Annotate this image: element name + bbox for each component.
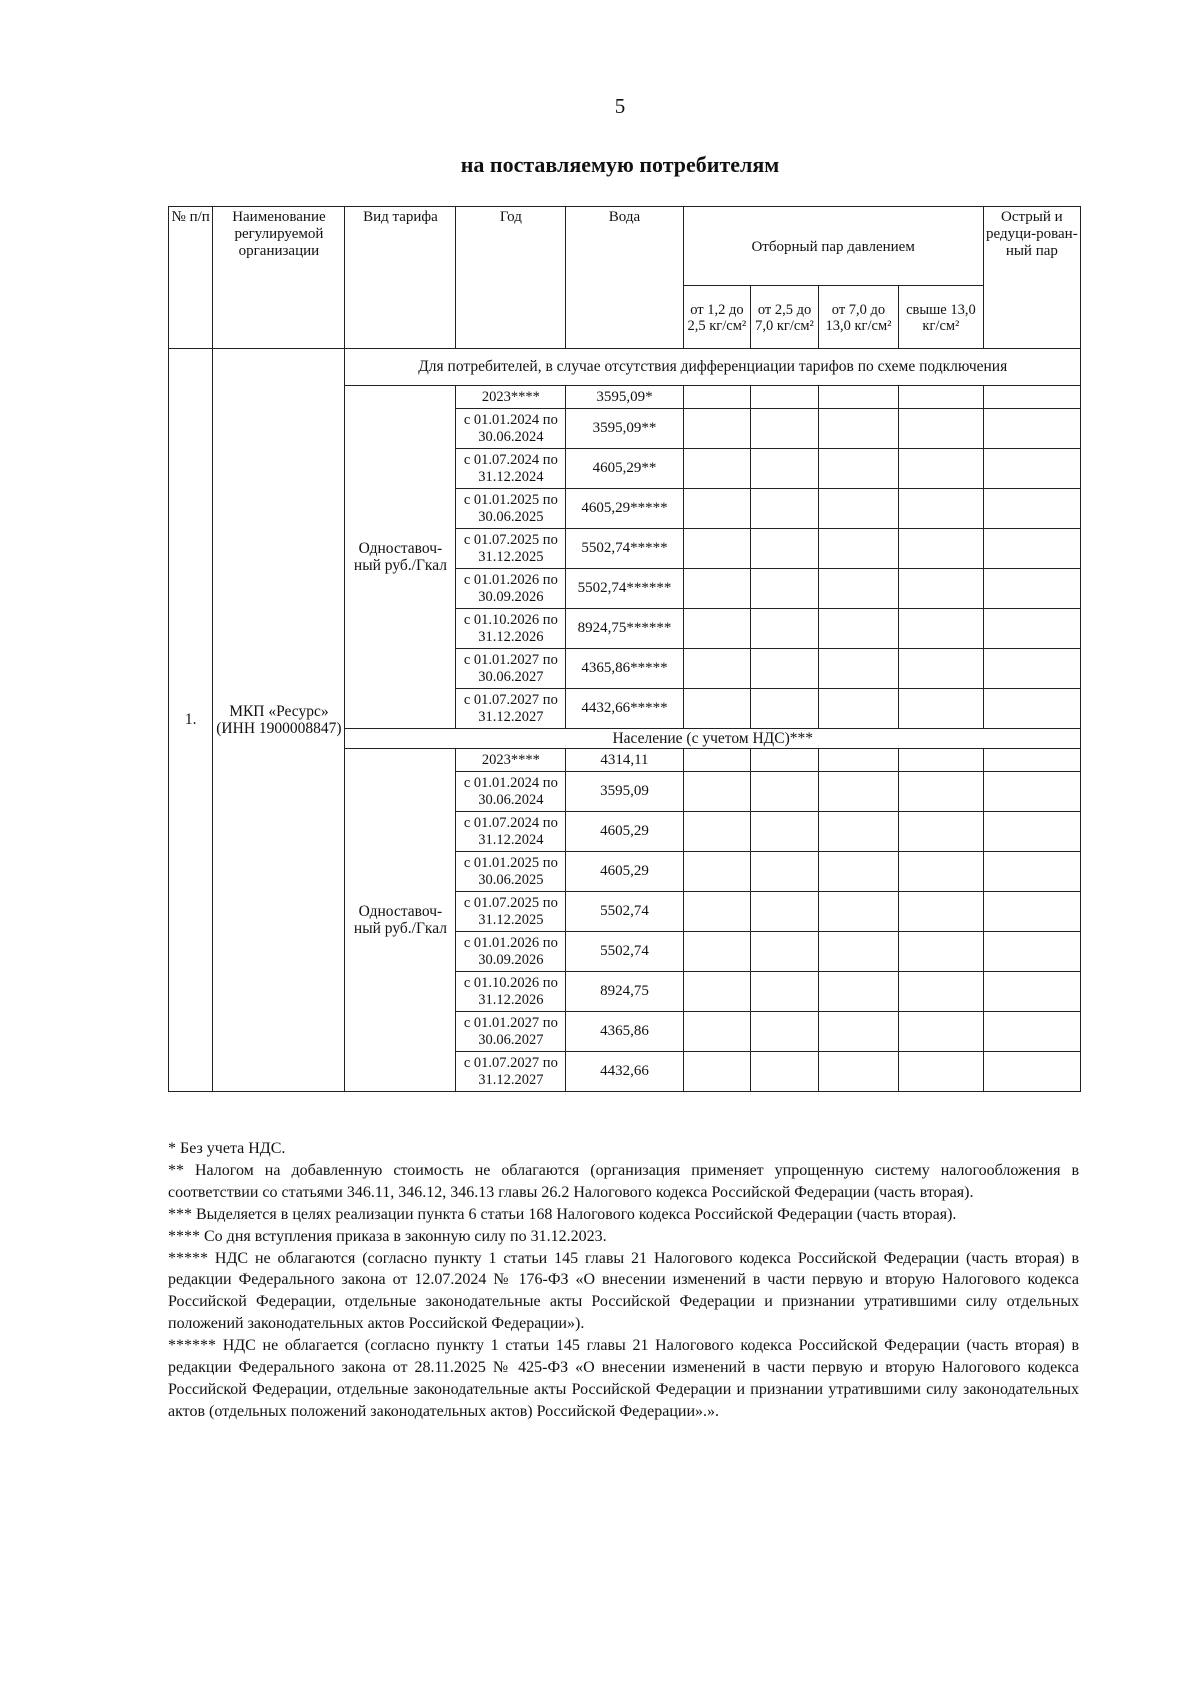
tariff-type: Одноставоч-ный руб./Гкал <box>345 386 456 729</box>
header-steam-4: свыше 13,0 кг/см² <box>899 286 984 349</box>
year-cell: с 01.01.2024 по 30.06.2024 <box>456 772 566 812</box>
water-value: 5502,74***** <box>566 529 683 569</box>
header-water: Вода <box>566 207 683 349</box>
header-steam-group: Отборный пар давлением <box>683 207 983 286</box>
header-sharp-steam: Острый и редуци-рован-ный пар <box>983 207 1080 349</box>
year-cell: с 01.10.2026 по 31.12.2026 <box>456 972 566 1012</box>
water-value: 4432,66 <box>566 1052 683 1092</box>
water-value: 4365,86***** <box>566 649 683 689</box>
water-value: 4605,29** <box>566 449 683 489</box>
water-value: 4605,29 <box>566 852 683 892</box>
year-cell: 2023**** <box>456 749 566 772</box>
footnote: * Без учета НДС. <box>168 1140 286 1157</box>
row-number: 1. <box>169 349 213 1092</box>
water-value: 3595,09** <box>566 409 683 449</box>
tariff-type: Одноставоч-ный руб./Гкал <box>345 749 456 1092</box>
water-value: 3595,09 <box>566 772 683 812</box>
water-value: 5502,74 <box>566 932 683 972</box>
year-cell: с 01.07.2025 по 31.12.2025 <box>456 529 566 569</box>
year-cell: с 01.01.2027 по 30.06.2027 <box>456 649 566 689</box>
footnote: ****** НДС не облагается (согласно пункту 1 статьи 145 главы 21 Налогового кодекса Российской Федерации (часть вторая) в редакции Федерального закона от 28.11.2025 № 425-ФЗ «О внесении изменений в части первую и вторую Налогового кодекса Российской Федерации, отдельные законодательные акты Российской Федерации и признании утратившими силу законодательных актов (отдельных положений законодательных актов) Российской Федерации».». <box>168 1337 1079 1420</box>
header-tariff-type: Вид тарифа <box>345 207 456 349</box>
year-cell: 2023**** <box>456 386 566 409</box>
water-value: 8924,75****** <box>566 609 683 649</box>
water-value: 4605,29 <box>566 812 683 852</box>
page-heading: на поставляемую потребителям <box>460 152 780 177</box>
year-cell: с 01.01.2024 по 30.06.2024 <box>456 409 566 449</box>
year-cell: с 01.01.2025 по 30.06.2025 <box>456 489 566 529</box>
water-value: 4314,11 <box>566 749 683 772</box>
year-cell: с 01.01.2027 по 30.06.2027 <box>456 1012 566 1052</box>
footnote: *** Выделяется в целях реализации пункта 6 статьи 168 Налогового кодекса Российской Федерации (часть вторая). <box>168 1205 957 1223</box>
year-cell: с 01.10.2026 по 31.12.2026 <box>456 609 566 649</box>
water-value: 3595,09* <box>566 386 683 409</box>
header-steam-1: от 1,2 до 2,5 кг/см² <box>683 286 751 349</box>
organization-name: МКП «Ресурс» (ИНН 1900008847) <box>213 349 345 1092</box>
header-org: Наименование регулируемой организации <box>213 207 345 349</box>
water-value: 4605,29***** <box>566 489 683 529</box>
footnotes <box>168 1138 1079 1423</box>
water-value: 5502,74 <box>566 892 683 932</box>
year-cell: с 01.07.2024 по 31.12.2024 <box>456 449 566 489</box>
year-cell: с 01.01.2025 по 30.06.2025 <box>456 852 566 892</box>
water-value: 4432,66***** <box>566 689 683 729</box>
year-cell: с 01.07.2027 по 31.12.2027 <box>456 689 566 729</box>
page-number: 5 <box>614 94 626 118</box>
section-title: Для потребителей, в случае отсутствия дифференциации тарифов по схеме подключения <box>345 349 1081 386</box>
year-cell: с 01.07.2024 по 31.12.2024 <box>456 812 566 852</box>
year-cell: с 01.07.2027 по 31.12.2027 <box>456 1052 566 1092</box>
footnote: **** Со дня вступления приказа в законную силу по 31.12.2023. <box>168 1227 607 1245</box>
water-value: 8924,75 <box>566 972 683 1012</box>
header-steam-2: от 2,5 до 7,0 кг/см² <box>751 286 819 349</box>
year-cell: с 01.01.2026 по 30.09.2026 <box>456 932 566 972</box>
header-steam-3: от 7,0 до 13,0 кг/см² <box>818 286 898 349</box>
footnote: ***** НДС не облагаются (согласно пункту 1 статьи 145 главы 21 Налогового кодекса Российской Федерации (часть вторая) в редакции Федерального закона от 12.07.2024 № 176-ФЗ «О внесении изменений в части первую и вторую Налогового кодекса Российской Федерации, отдельные законодательные акты Российской Федерации и признании утратившими силу отдельных положений законодательных актов Российской Федерации»). <box>168 1249 1079 1333</box>
water-value: 4365,86 <box>566 1012 683 1052</box>
header-year: Год <box>456 207 566 349</box>
header-num: № п/п <box>169 207 213 349</box>
footnote: ** Налогом на добавленную стоимость не облагаются (организация применяет упрощенную систему налогообложения в соответствии со статьями 346.11, 346.12, 346.13 главы 26.2 Налогового кодекса Российской Федерации (часть вторая). <box>168 1161 1079 1201</box>
section-title: Население (с учетом НДС)*** <box>345 729 1081 749</box>
tariff-table <box>168 206 1081 1092</box>
year-cell: с 01.01.2026 по 30.09.2026 <box>456 569 566 609</box>
water-value: 5502,74****** <box>566 569 683 609</box>
year-cell: с 01.07.2025 по 31.12.2025 <box>456 892 566 932</box>
